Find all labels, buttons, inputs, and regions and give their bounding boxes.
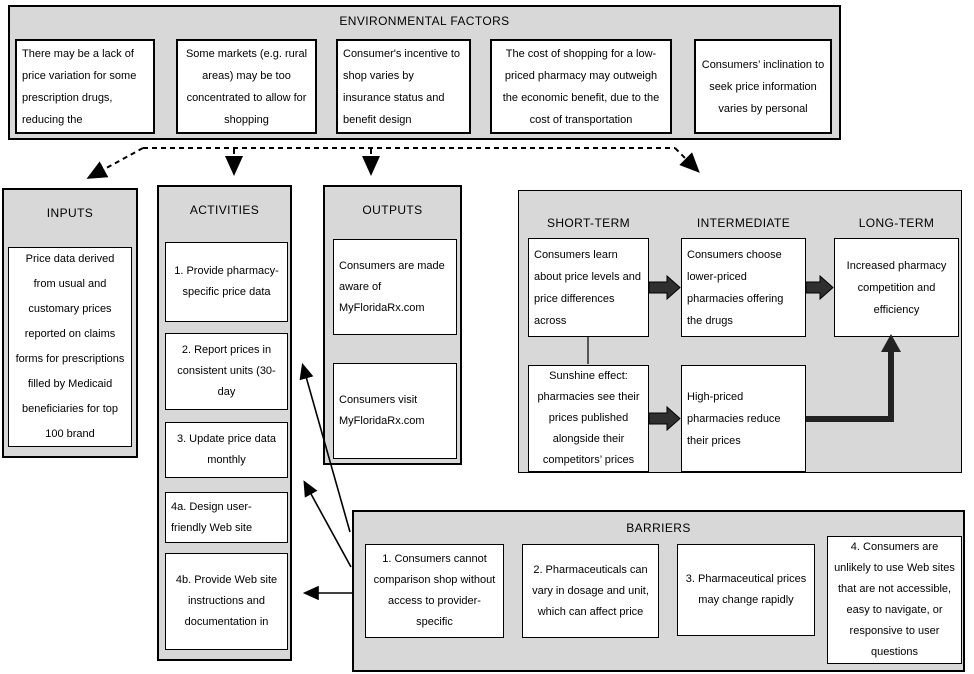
barrier-box-4: 4. Consumers are unlikely to use Web sites that are not accessible, easy to navigate, or responsive to user questions (827, 536, 962, 664)
outputs-panel (323, 185, 462, 465)
short-term-box-2: Sunshine effect: pharmacies see their prices published alongside their competitors’ prices (528, 365, 649, 472)
activities-panel (157, 185, 292, 661)
environmental-factors-panel (8, 5, 841, 140)
barriers-title: BARRIERS (626, 521, 691, 535)
env-factor-box-5: Consumers’ inclination to seek price information varies by personal (694, 39, 832, 134)
outcomes-panel (518, 190, 962, 473)
activities-title: ACTIVITIES (189, 203, 260, 217)
env-factor-box-2: Some markets (e.g. rural areas) may be too concentrated to allow for shopping (176, 39, 317, 134)
barriers-panel (352, 510, 965, 672)
activity-box-4a: 4a. Design user-friendly Web site (165, 492, 288, 543)
short-term-box-1: Consumers learn about price levels and price differences across (528, 238, 649, 337)
long-term-title: LONG-TERM (858, 216, 935, 230)
intermediate-box-2: High-priced pharmacies reduce their prices (681, 365, 806, 472)
activity-box-2: 2. Report prices in consistent units (30-day (165, 333, 288, 410)
inputs-title: INPUTS (46, 206, 94, 220)
output-box-2: Consumers visit MyFloridaRx.com (333, 363, 457, 459)
long-term-box: Increased pharmacy competition and efficiency (834, 238, 959, 337)
barrier-box-2: 2. Pharmaceuticals can vary in dosage and unit, which can affect price (522, 544, 659, 638)
environmental-factors-title: ENVIRONMENTAL FACTORS (339, 14, 510, 28)
env-factor-box-1: There may be a lack of price variation for some prescription drugs, reducing the (15, 39, 155, 134)
inputs-box: Price data derived from usual and customary prices reported on claims forms for prescriptions filled by Medicaid beneficiaries for top 100 brand (8, 247, 132, 447)
activity-box-3: 3. Update price data monthly (165, 422, 288, 478)
activity-box-1: 1. Provide pharmacy-specific price data (165, 242, 288, 322)
activity-box-4b: 4b. Provide Web site instructions and documentation in (165, 553, 288, 650)
barrier-box-3: 3. Pharmaceutical prices may change rapidly (677, 544, 815, 636)
outputs-title: OUTPUTS (362, 203, 423, 217)
dashed-env-connector (90, 148, 697, 177)
short-term-title: SHORT-TERM (546, 216, 631, 230)
intermediate-box-1: Consumers choose lower-priced pharmacies offering the drugs (681, 238, 806, 337)
barrier-box-1: 1. Consumers cannot comparison shop without access to provider-specific (365, 544, 504, 638)
inputs-panel (2, 188, 138, 458)
output-box-1: Consumers are made aware of MyFloridaRx.com (333, 239, 457, 335)
intermediate-title: INTERMEDIATE (696, 216, 791, 230)
env-factor-box-3: Consumer's incentive to shop varies by insurance status and benefit design (336, 39, 471, 134)
env-factor-box-4: The cost of shopping for a low-priced pharmacy may outweigh the economic benefit, due to the cost of transportation (490, 39, 672, 134)
arrow-barrier-to-activity-3 (305, 483, 351, 567)
